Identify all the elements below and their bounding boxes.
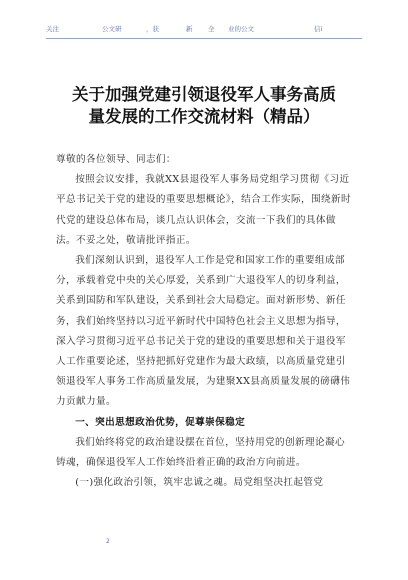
page-number: 2	[106, 538, 110, 545]
header-link-new[interactable]: 新	[186, 25, 193, 33]
header-link-research[interactable]: 公文研	[102, 25, 122, 33]
document-body	[56, 150, 352, 493]
header-link-follow[interactable]: 关注	[46, 25, 59, 33]
paragraph-political-guidance: (一)强化政治引领，筑牢忠诚之魂。局党组坚决扛起管党	[75, 477, 324, 489]
title-line-2: 量发展的工作交流材料（精品）	[88, 107, 320, 126]
header-link-full[interactable]: 全	[208, 25, 215, 33]
section-heading-1: 一、突出思想政治优势，促尊崇保稳定	[75, 416, 246, 428]
paragraph-understanding: 我们深刻认识到，退役军人工作是党和国家工作的重要组成部分，承载着党中央的关心厚爱，关系到广大退役军人的切身利益，关系到国防和军队建设，关系到社会大局稳定。面对新形势、新任务，我们始终坚持以习近平新时代中国特色社会主义思想为指导，深入学习贯彻习近平总书记关于党的建设的重要思想和关于退役军人工作重要论述，坚持把抓好党建作为最大政绩，以高质量党建引领退役军人事务工作高质量发展，为建聚XX县高质量发展的磅礴伟力贡献力量。	[56, 255, 351, 408]
header-divider	[46, 38, 362, 39]
header-link-obtain[interactable]: ，获	[146, 25, 159, 33]
paragraph-political-building: 我们始终将党的政治建设摆在首位，坚持用党的创新理论凝心铸魂，确保退役军人工作始终沿着正确的政治方向前进。	[56, 436, 346, 469]
header-link-info[interactable]: 信i	[314, 25, 323, 33]
document-title	[30, 84, 378, 128]
salutation: 尊敬的各位领导、同志们：	[56, 154, 176, 165]
paragraph-intro: 按照会议安排，我就XX县退役军人事务局党组学习贯彻《习近平总书记关于党的建设的重要思想概论》，结合工作实际，围绕新时代党的建设总体布局，谈几点认识体会，交流一下我们的具体做法。不妥之处，敬请批评指正。	[56, 174, 352, 246]
header-link-documents[interactable]: 业的公文	[228, 25, 254, 33]
title-line-1: 关于加强党建引领退役军人事务高质	[72, 85, 336, 104]
